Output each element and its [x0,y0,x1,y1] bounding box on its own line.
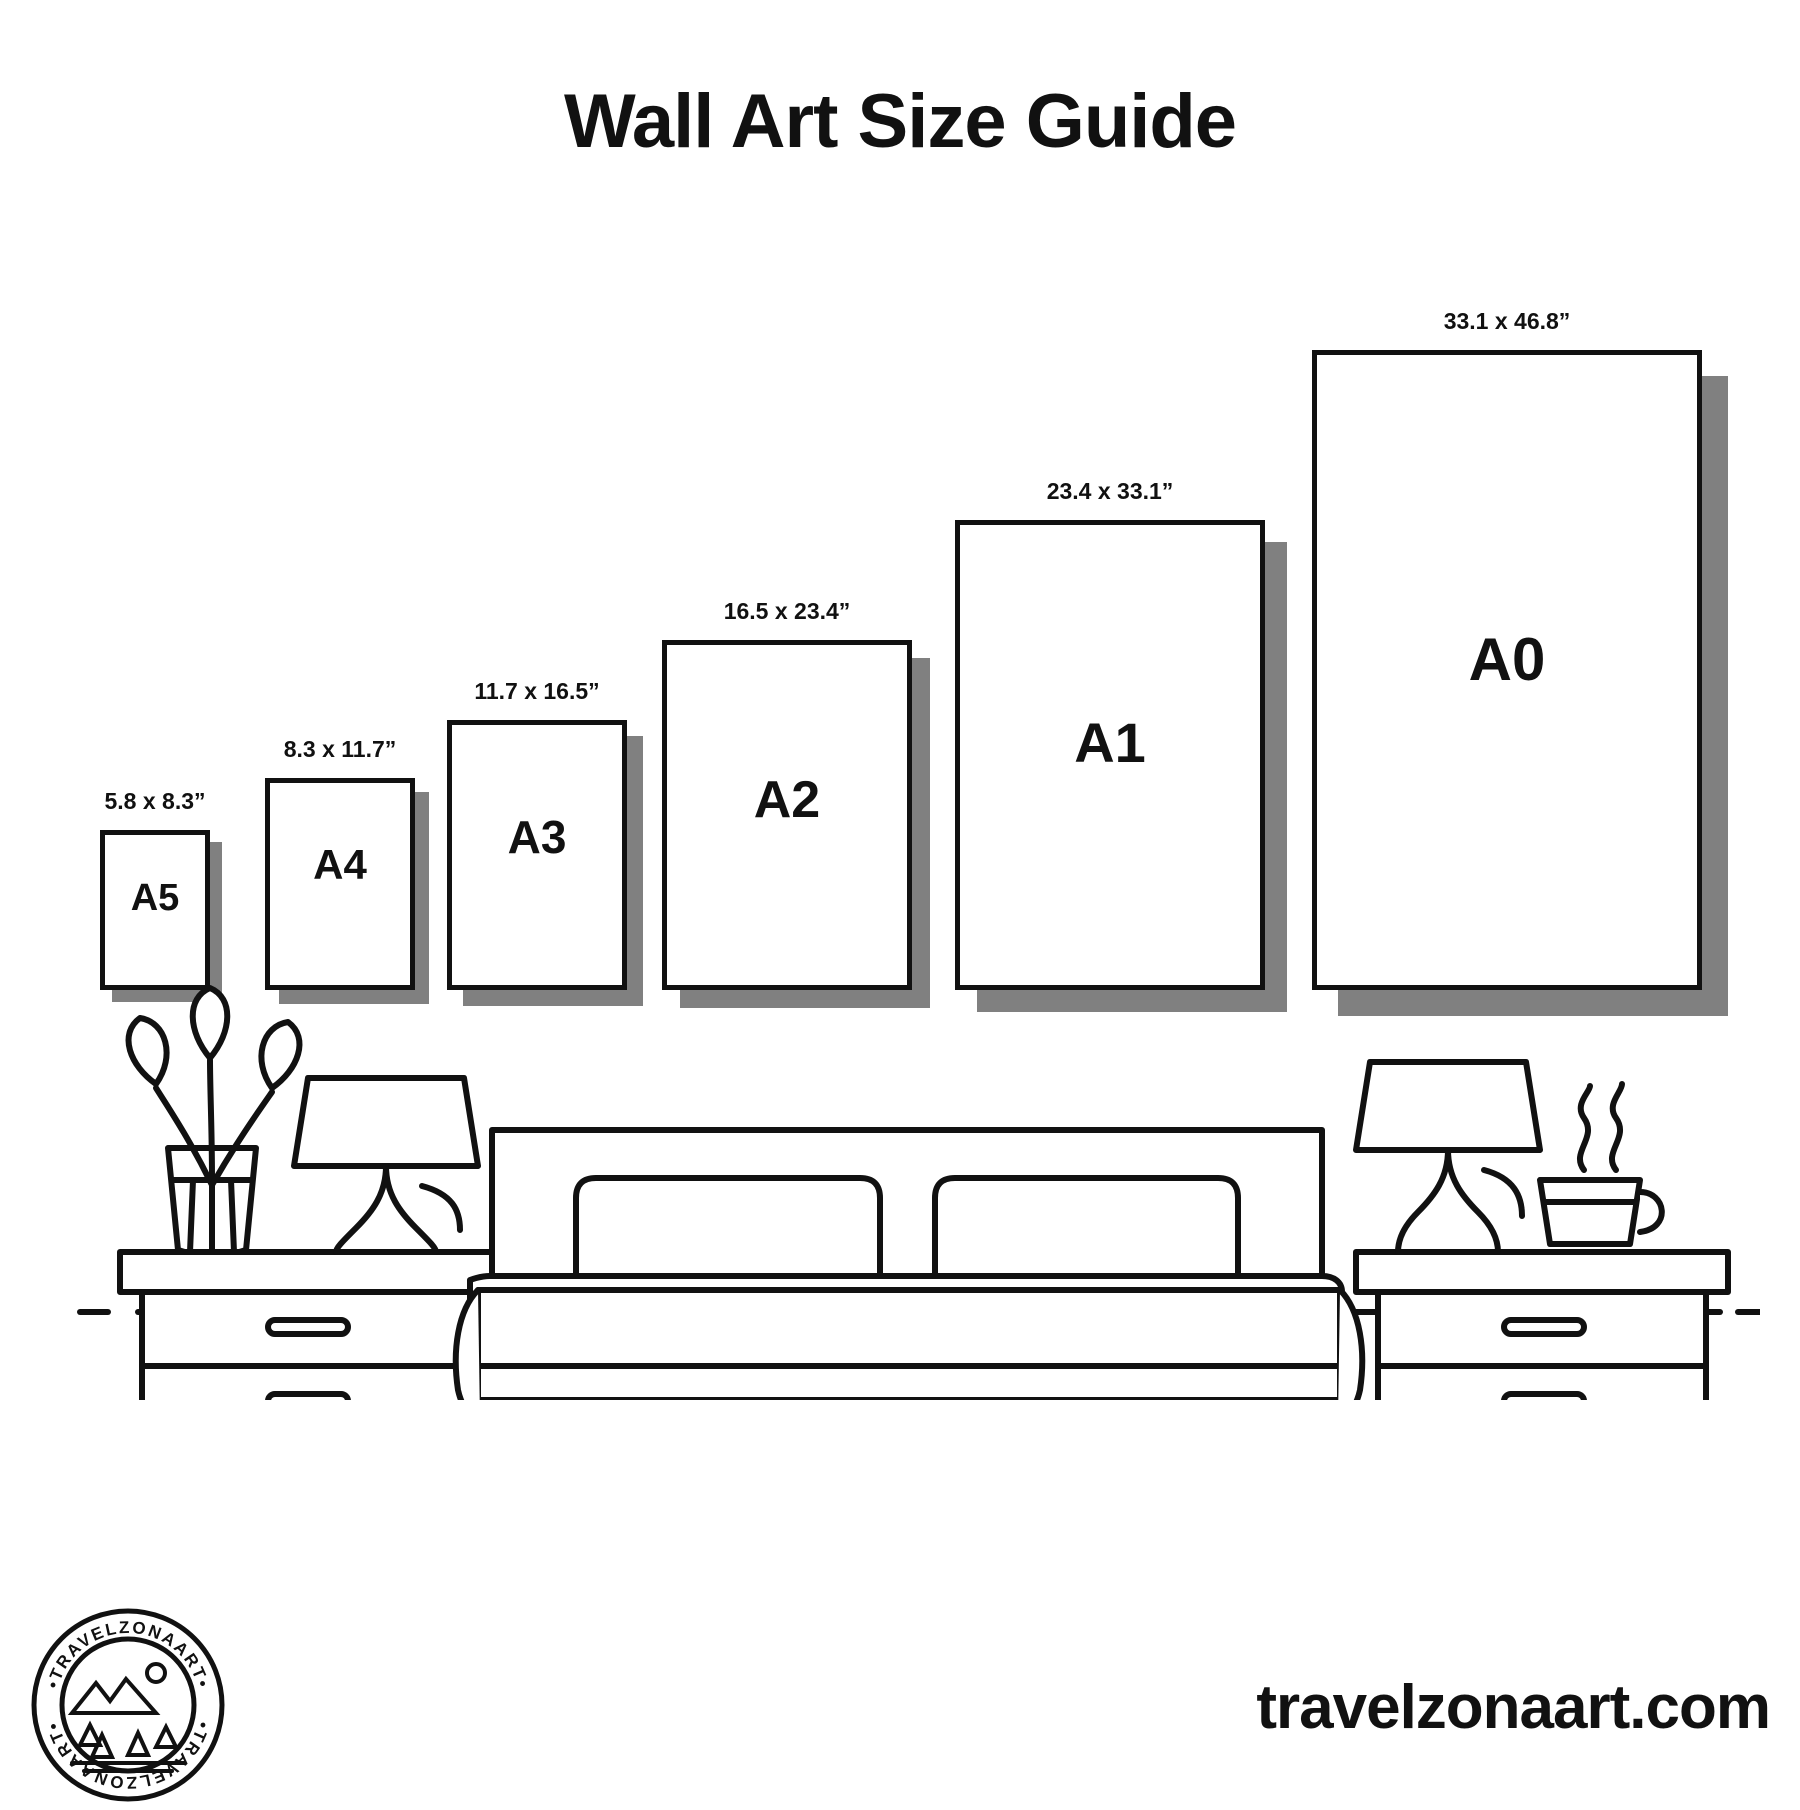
frame-size-name: A0 [1468,626,1546,693]
frame-item-a1[interactable] [955,478,1265,990]
right-nightstand-body [1378,1292,1706,1400]
right-table-lamp-group [1356,1062,1540,1252]
left-nightstand-handle-bottom [268,1394,348,1400]
frame-item-a0[interactable] [1312,308,1702,990]
bedroom-illustration [60,980,1760,1400]
frame-dimensions-label: 23.4 x 33.1” [1046,478,1174,504]
left-lamp-base [336,1166,436,1252]
left-nightstand-handle-top [268,1320,348,1334]
logo-mountains [72,1679,156,1713]
right-lamp-cord [1484,1170,1522,1216]
frame-size-name: A5 [130,877,180,919]
frame-paper[interactable] [1312,350,1702,990]
left-nightstand-top [120,1252,492,1292]
coffee-cup-handle [1640,1192,1662,1232]
frame-item-a3[interactable] [447,678,627,990]
frame-item-a4[interactable] [265,736,415,990]
frame-item-a2[interactable] [662,598,912,990]
vase-detail-3 [231,1180,234,1252]
plant-leaf-center [193,988,228,1058]
bed-base [478,1290,1340,1400]
frame-size-row [0,290,1800,990]
frame-paper[interactable] [662,640,912,990]
frame-size-name: A2 [753,771,821,829]
frame-size-name: A1 [1074,711,1146,774]
left-table-lamp-group [294,1078,478,1252]
bed-pillow-left [576,1178,880,1280]
frame-paper[interactable] [447,720,627,990]
logo-moon [147,1664,165,1682]
bed-group [456,1130,1362,1400]
coffee-cup-body [1540,1180,1640,1244]
bedroom-scene-svg [60,980,1760,1400]
left-lamp-shade [294,1078,478,1166]
brand-logo-icon [28,1605,228,1805]
logo-trees [80,1725,176,1757]
coffee-steam-left [1580,1086,1590,1170]
right-nightstand-top [1356,1252,1728,1292]
brand-logo[interactable] [28,1605,228,1805]
frame-size-name: A3 [507,811,567,863]
page-title: Wall Art Size Guide [563,79,1237,164]
bed-drape-right [1338,1290,1362,1400]
frame-dimensions-label: 5.8 x 8.3” [104,788,206,814]
frame-dimensions-label: 11.7 x 16.5” [474,678,600,704]
frame-paper[interactable] [100,830,210,990]
frame-dimensions-label: 8.3 x 11.7” [283,736,397,762]
logo-text-bottom: •TRAVELZONAART• [42,1718,213,1793]
website-url[interactable]: travelzonaart.com [1256,1673,1770,1742]
right-nightstand-handle-bottom [1504,1394,1584,1400]
left-nightstand-group [120,1252,492,1400]
frame-dimensions-label: 33.1 x 46.8” [1443,308,1571,334]
logo-landscape [72,1664,184,1771]
plant-stem-center [210,1060,212,1180]
frame-paper[interactable] [955,520,1265,990]
plant-leaf-right [261,1022,299,1088]
bed-pillow-right [935,1178,1238,1280]
coffee-steam-right [1612,1084,1622,1170]
right-nightstand-handle-top [1504,1320,1584,1334]
frame-item-a5[interactable] [100,788,210,990]
right-nightstand-group [1356,1252,1728,1400]
plant-leaf-left [129,1018,167,1084]
vase-detail-1 [190,1180,193,1252]
coffee-cup-group [1540,1084,1662,1244]
left-lamp-cord [422,1186,460,1230]
frame-paper[interactable] [265,778,415,990]
logo-text-top: •TRAVELZONAART• [43,1617,214,1692]
plant-vase-group [129,988,300,1256]
frame-size-name: A4 [313,841,367,888]
frame-dimensions-label: 16.5 x 23.4” [723,598,851,624]
right-lamp-shade [1356,1062,1540,1150]
left-nightstand-body [142,1292,470,1400]
right-lamp-base [1398,1150,1498,1252]
